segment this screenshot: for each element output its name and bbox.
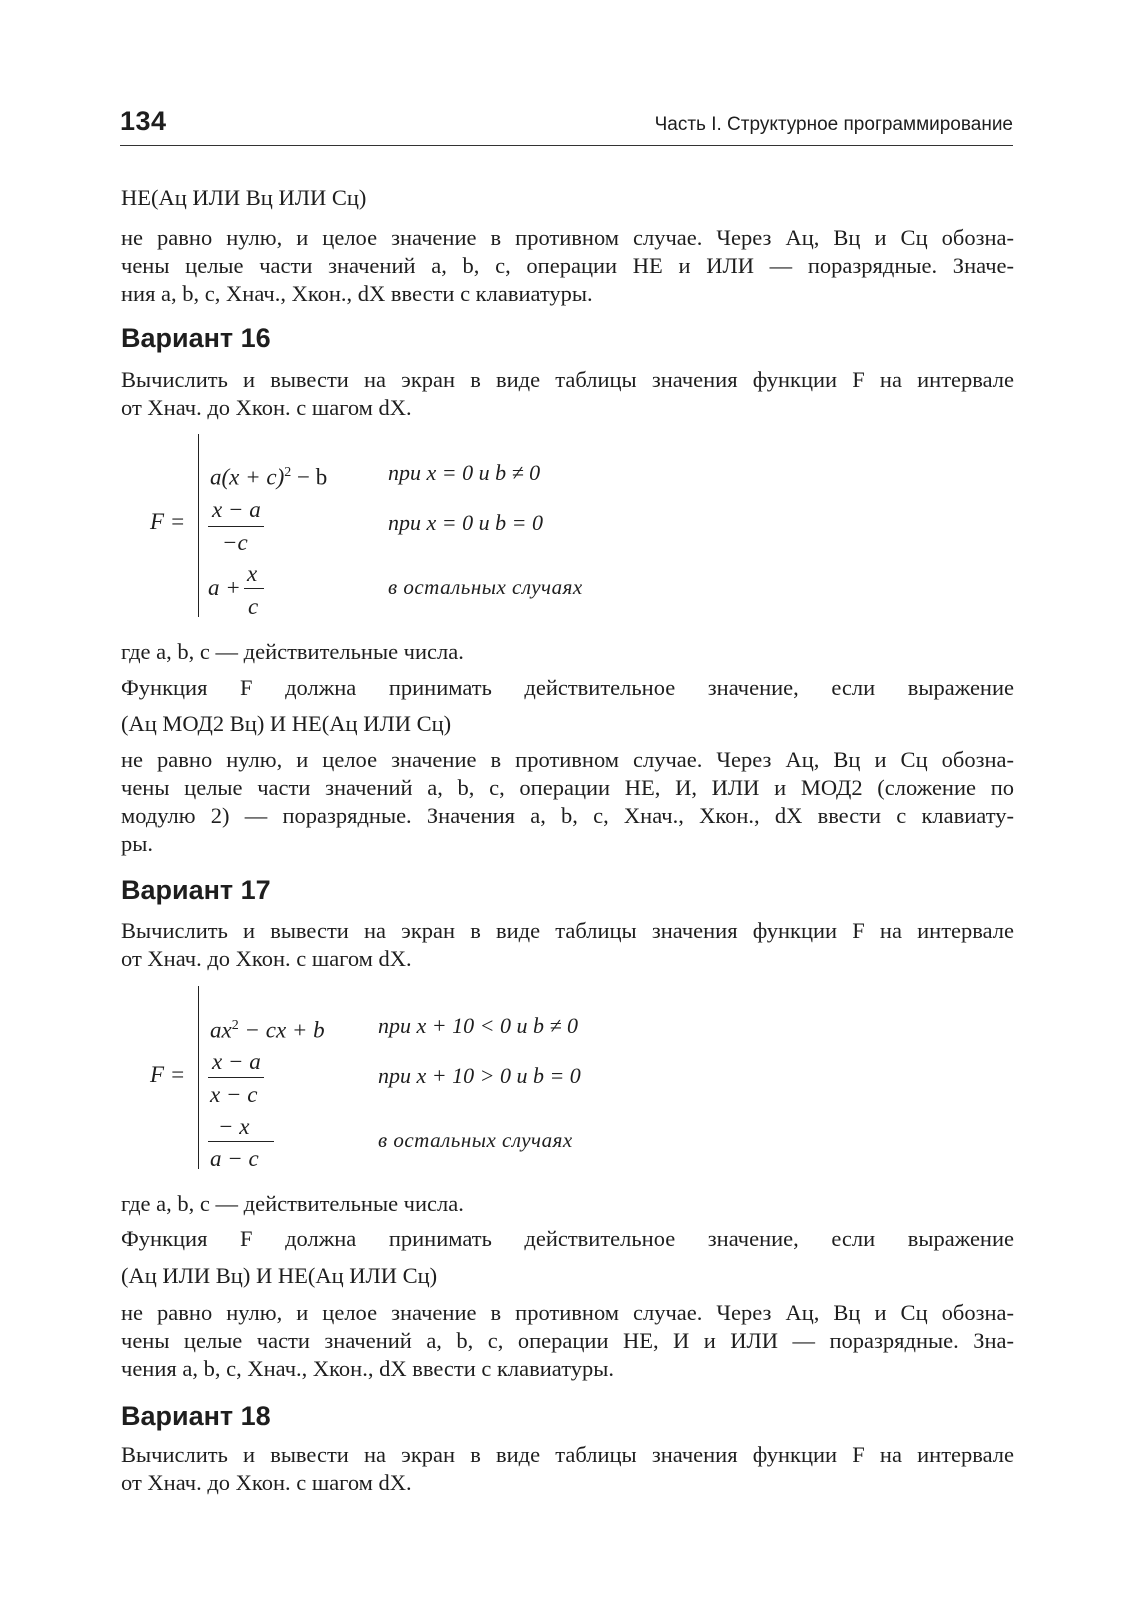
- paragraph-line: ры.: [121, 831, 153, 856]
- paragraph-line: Вычислить и вывести на экран в виде таблицы значения функции F на интервале: [121, 367, 1014, 392]
- case-condition: при x + 10 < 0 и b ≠ 0: [378, 1013, 579, 1038]
- header-rule: [120, 145, 1013, 146]
- formula-lhs: F =: [150, 509, 186, 534]
- paragraph-line: Функция F должна принимать действительное значение, если выражение: [121, 1226, 1014, 1251]
- paragraph-line: где a, b, c — действительные числа.: [121, 1191, 464, 1216]
- case-condition: при x = 0 и b ≠ 0: [388, 460, 541, 485]
- case-condition: при x = 0 и b = 0: [388, 510, 543, 535]
- fraction-numerator: x − a: [212, 497, 261, 522]
- paragraph-line: где a, b, c — действительные числа.: [121, 639, 464, 664]
- paragraph-line: ния a, b, c, Хнач., Хкон., dX ввести с клавиатуры.: [121, 281, 593, 306]
- fraction-denominator: c: [248, 594, 259, 619]
- case-expression: $ax^2$ − cx + b: [210, 1017, 325, 1043]
- logic-expression: (Ац ИЛИ Вц) И НЕ(Ац ИЛИ Сц): [121, 1263, 438, 1288]
- paragraph-line: от Хнач. до Хкон. с шагом dX.: [121, 1470, 412, 1495]
- paragraph-line: Вычислить и вывести на экран в виде таблицы значения функции F на интервале: [121, 1442, 1014, 1467]
- fraction-bar: [208, 1141, 274, 1142]
- paragraph-line: чения a, b, c, Хнач., Хкон., dX ввести с клавиатуры.: [121, 1356, 614, 1381]
- paragraph-line: Функция F должна принимать действительное значение, если выражение: [121, 675, 1014, 700]
- case-expression: a +: [208, 575, 241, 600]
- logic-expression: НЕ(Ац ИЛИ Вц ИЛИ Сц): [121, 185, 367, 210]
- case-condition: в остальных случаях: [388, 575, 583, 599]
- paragraph-line: чены целые части значений a, b, c, операции НЕ, И, ИЛИ и МОД2 (сложение по: [121, 775, 1014, 800]
- paragraph-line: от Хнач. до Хкон. с шагом dX.: [121, 946, 412, 971]
- paragraph-line: чены целые части значений a, b, c, операции НЕ и ИЛИ — поразрядные. Значе-: [121, 253, 1014, 278]
- running-title: Часть I. Структурное программирование: [654, 114, 1013, 135]
- fraction-bar: [208, 1077, 264, 1078]
- variant-heading: Вариант 18: [121, 1401, 271, 1431]
- fraction-bar: [208, 526, 264, 527]
- fraction-denominator: a − c: [210, 1146, 259, 1171]
- fraction-bar: [244, 588, 264, 589]
- formula-lhs: F =: [150, 1062, 186, 1087]
- fraction-numerator: x: [247, 561, 258, 586]
- logic-expression: (Ац МОД2 Вц) И НЕ(Ац ИЛИ Сц): [121, 711, 452, 736]
- fraction-numerator: x − a: [212, 1049, 261, 1074]
- fraction-numerator: − x: [218, 1114, 250, 1139]
- variant-heading: Вариант 16: [121, 323, 271, 353]
- page-number: 134: [120, 106, 167, 136]
- variant-heading: Вариант 17: [121, 875, 271, 905]
- paragraph-line: не равно нулю, и целое значение в противном случае. Через Ац, Вц и Сц обозна-: [121, 747, 1014, 772]
- case-condition: при x + 10 > 0 и b = 0: [378, 1063, 581, 1088]
- fraction-denominator: x − c: [210, 1082, 258, 1107]
- paragraph-line: чены целые части значений a, b, c, операции НЕ, И и ИЛИ — поразрядные. Зна-: [121, 1328, 1014, 1353]
- case-condition: в остальных случаях: [378, 1128, 573, 1152]
- paragraph-line: Вычислить и вывести на экран в виде таблицы значения функции F на интервале: [121, 918, 1014, 943]
- paragraph-line: не равно нулю, и целое значение в противном случае. Через Ац, Вц и Сц обозна-: [121, 225, 1014, 250]
- paragraph-line: от Хнач. до Хкон. с шагом dX.: [121, 395, 412, 420]
- paragraph-line: модулю 2) — поразрядные. Значения a, b, c, Хнач., Хкон., dX ввести с клавиату-: [121, 803, 1014, 828]
- case-expression: $a(x + c)^2 - b$: [210, 464, 328, 490]
- paragraph-line: не равно нулю, и целое значение в противном случае. Через Ац, Вц и Сц обозна-: [121, 1300, 1014, 1325]
- fraction-denominator: −c: [222, 530, 248, 555]
